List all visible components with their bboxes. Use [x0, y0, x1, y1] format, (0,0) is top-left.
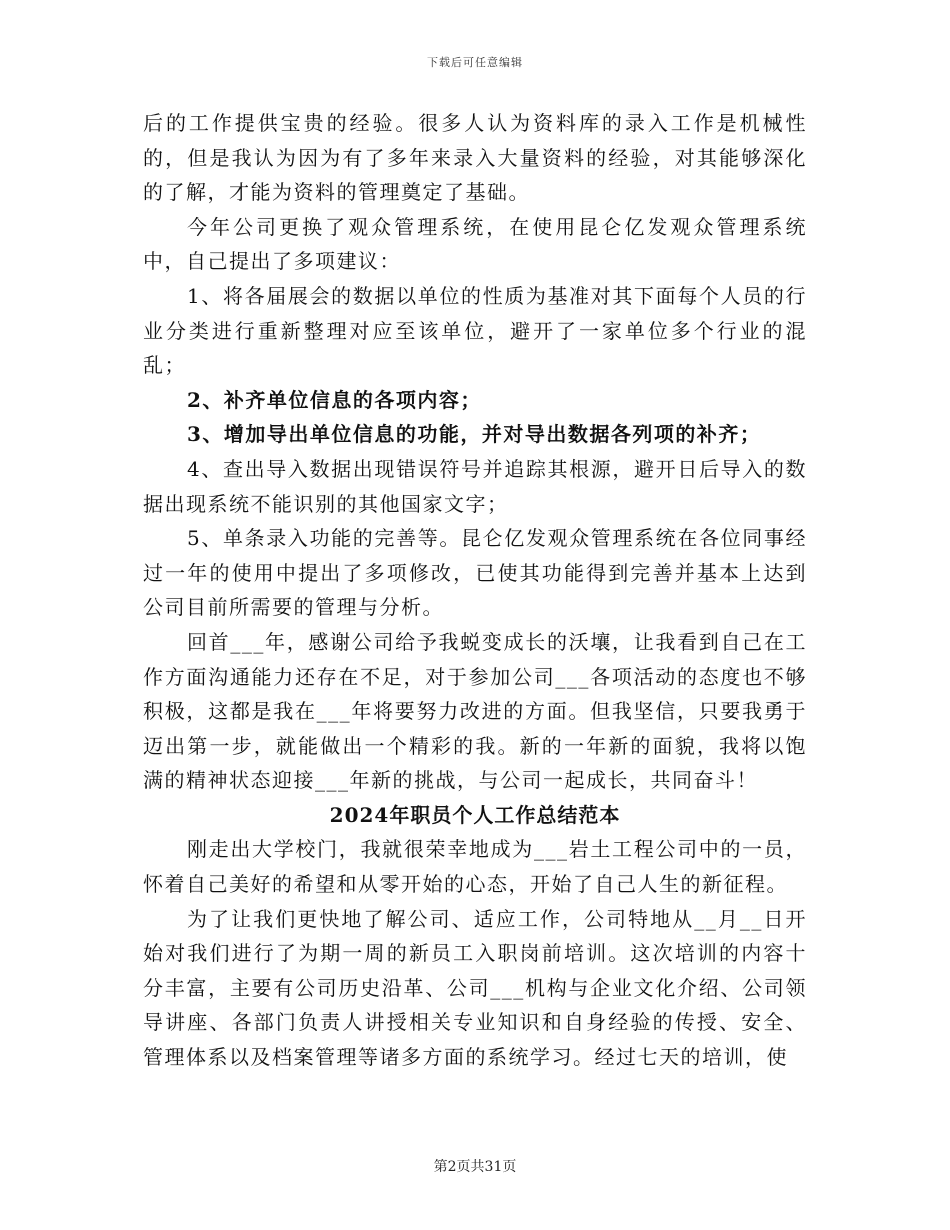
document-body — [143, 106, 807, 1075]
list-item-3: 3、增加导出单位信息的功能，并对导出数据各列项的补齐； — [187, 422, 762, 447]
paragraph-system-change: 今年公司更换了观众管理系统，在使用昆仑亿发观众管理系统中，自己提出了多项建议： — [143, 214, 807, 274]
list-item-4: 4、查出导入数据出现错误符号并追踪其根源，避开日后导入的数据出现系统不能识别的其他国家文字； — [143, 456, 807, 516]
list-item-2: 2、补齐单位信息的各项内容； — [187, 387, 482, 412]
paragraph-training: 为了让我们更快地了解公司、适应工作，公司特地从__月__日开始对我们进行了为期一周的新员工入职岗前培训。这次培训的内容十分丰富，主要有公司历史沿革、公司___机构与企业文化介绍、公司领导讲座、各部门负责人讲授相关专业知识和自身经验的传授、安全、管理体系以及档案管理等诸多方面的系统学习。经过七天的培训，使 — [143, 906, 807, 1070]
list-item-5: 5、单条录入功能的完善等。昆仑亿发观众管理系统在各位同事经过一年的使用中提出了多项修改，已使其功能得到完善并基本上达到公司目前所需要的管理与分析。 — [143, 526, 807, 620]
paragraph-continuation: 后的工作提供宝贵的经验。很多人认为资料库的录入工作是机械性的，但是我认为因为有了多年来录入大量资料的经验，对其能够深化的了解，才能为资料的管理奠定了基础。 — [143, 111, 807, 205]
page-number: 第2页共31页 — [433, 1159, 517, 1175]
section-title: 2024年职员个人工作总结范本 — [329, 802, 621, 827]
paragraph-intro: 刚走出大学校门，我就很荣幸地成为___岩土工程公司中的一员，怀着自己美好的希望和从零开始的心态，开始了自己人生的新征程。 — [143, 837, 807, 897]
paragraph-review: 回首___年，感谢公司给予我蜕变成长的沃壤，让我看到自己在工作方面沟通能力还存在不足，对于参加公司___各项活动的态度也不够积极，这都是我在___年将要努力改进的方面。但我坚信，只要我勇于迈出第一步，就能做出一个精彩的我。新的一年新的面貌，我将以饱满的精神状态迎接___年新的挑战，与公司一起成长，共同奋斗！ — [143, 629, 807, 793]
list-item-1: 1、将各届展会的数据以单位的性质为基准对其下面每个人员的行业分类进行重新整理对应至该单位，避开了一家单位多个行业的混乱； — [143, 283, 807, 378]
page-header: 下载后可任意编辑 — [427, 56, 523, 69]
